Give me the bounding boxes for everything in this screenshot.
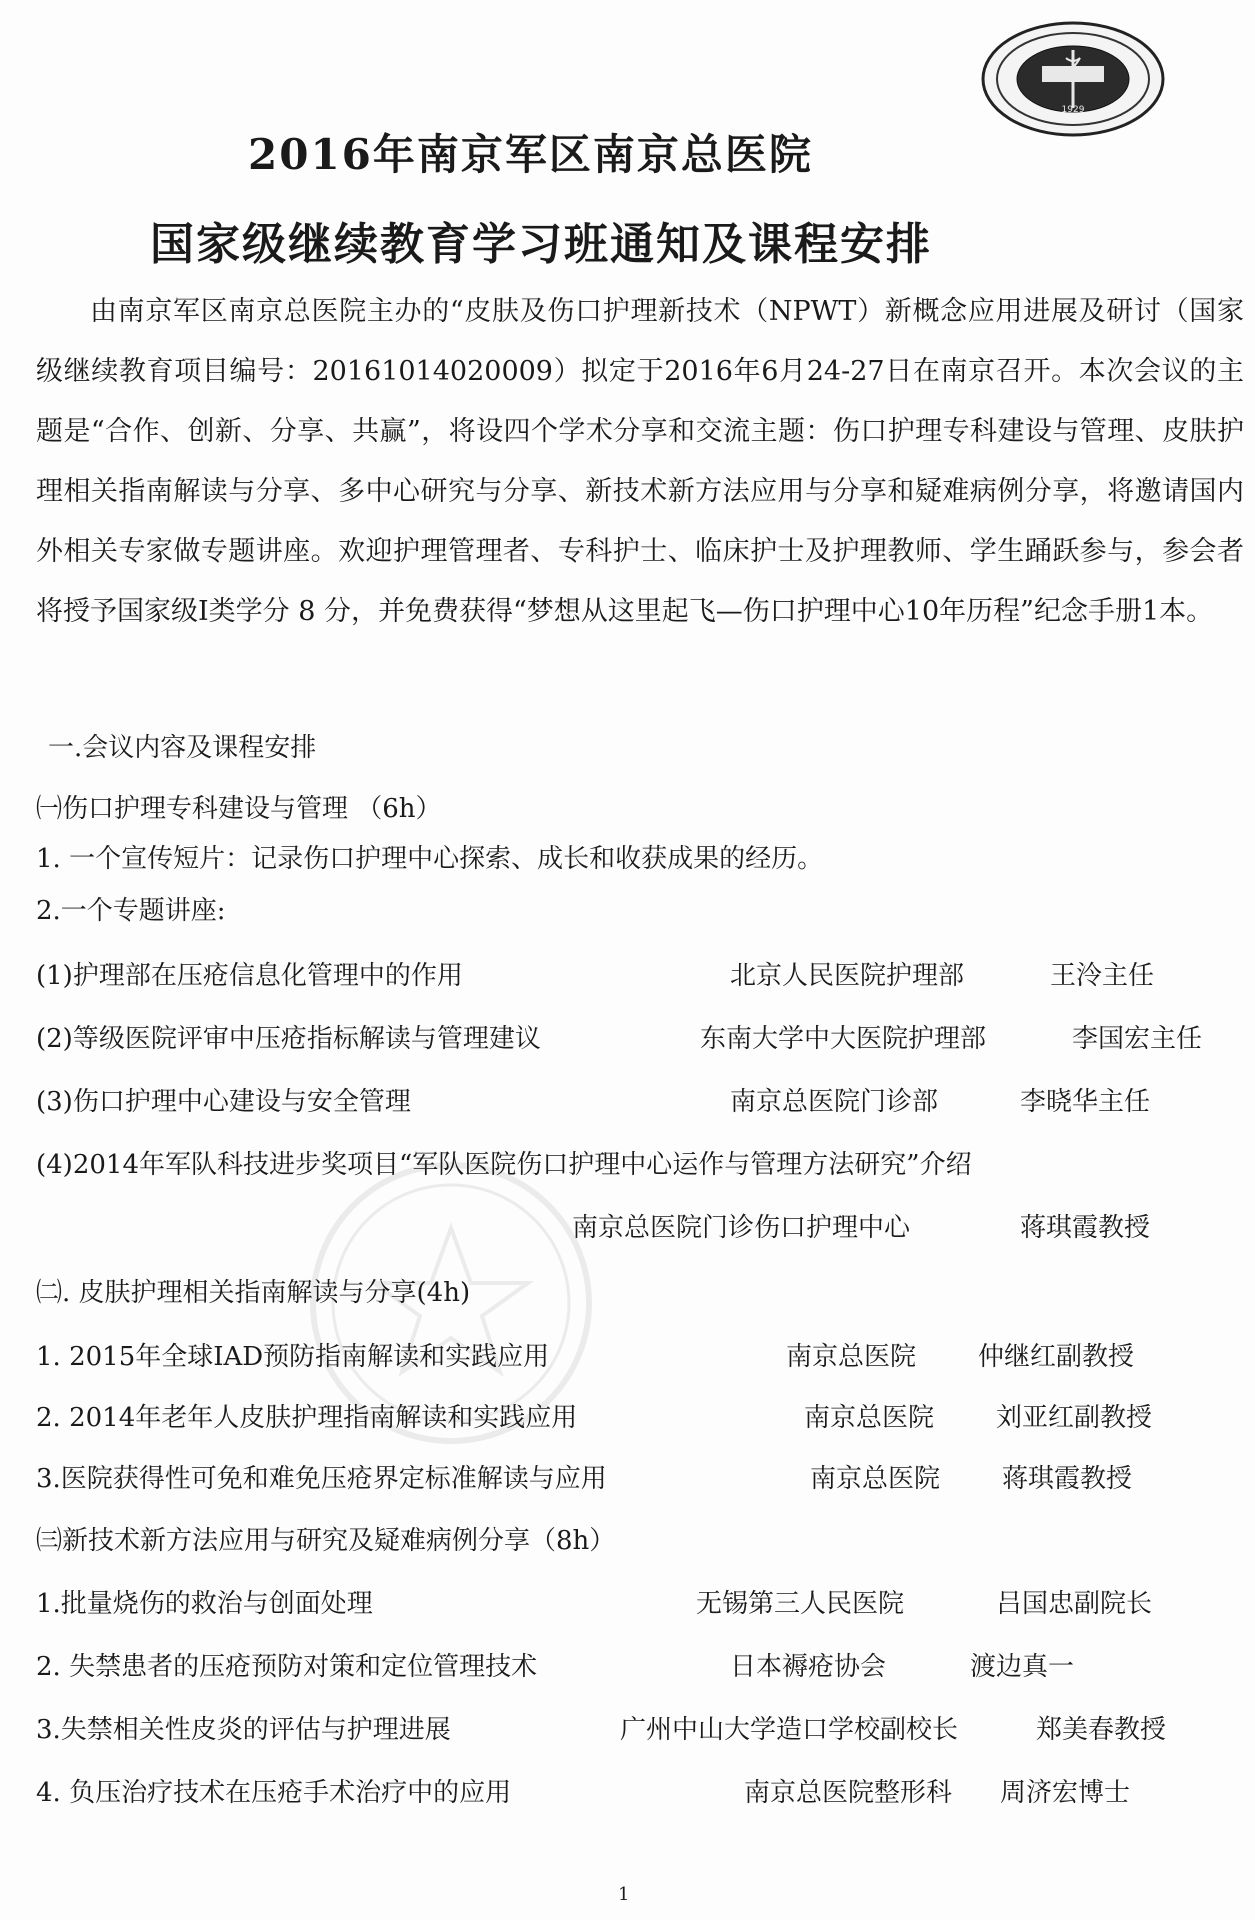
talk-speaker: 渡边真一 [970, 1652, 1075, 1682]
page-title-line2: 国家级继续教育学习班通知及课程安排 [150, 219, 932, 270]
talk-speaker: 周济宏博士 [1000, 1778, 1131, 1808]
talk-org: 无锡第三人民医院 [696, 1589, 905, 1619]
talk-speaker: 蒋琪霞教授 [1002, 1464, 1133, 1494]
talk-speaker: 蒋琪霞教授 [1020, 1213, 1151, 1243]
intro-paragraph-block [36, 282, 1244, 642]
talk-speaker: 李国宏主任 [1072, 1024, 1203, 1054]
talk-speaker: 李晓华主任 [1020, 1087, 1151, 1117]
talk-org: 广州中山大学造口学校副校长 [620, 1715, 959, 1745]
talk-speaker: 王泠主任 [1050, 961, 1155, 991]
talk-title: (4)2014年军队科技进步奖项目“军队医院伤口护理中心运作与管理方法研究”介绍 [36, 1150, 972, 1180]
page-title-line1: 2016年南京军区南京总医院 [248, 130, 813, 179]
page-number: 1 [618, 1884, 630, 1905]
hospital-seal-logo [980, 20, 1166, 138]
talk-org: 南京总医院整形科 [744, 1778, 953, 1808]
talk-title: (3)伤口护理中心建设与安全管理 [36, 1087, 411, 1117]
section2-heading: ㈡. 皮肤护理相关指南解读与分享(4h) [36, 1278, 471, 1308]
talk-speaker: 郑美春教授 [1036, 1715, 1167, 1745]
talk-org: 北京人民医院护理部 [730, 961, 965, 991]
talk-title: 2. 2014年老年人皮肤护理指南解读和实践应用 [36, 1403, 578, 1433]
talk-title: 3.医院获得性可免和难免压疮界定标准解读与应用 [36, 1464, 607, 1494]
talk-org: 东南大学中大医院护理部 [700, 1024, 987, 1054]
section3-heading: ㈢新技术新方法应用与研究及疑难病例分享（8h） [36, 1526, 616, 1556]
talk-title: 1.批量烧伤的救治与创面处理 [36, 1589, 373, 1619]
section1-item1: 1. 一个宣传短片：记录伤口护理中心探索、成长和收获成果的经历。 [36, 844, 824, 874]
section1-heading: ㈠伤口护理专科建设与管理 （6h） [36, 794, 442, 824]
main-section-heading: 一.会议内容及课程安排 [48, 733, 317, 763]
talk-org: 南京总医院门诊伤口护理中心 [572, 1213, 911, 1243]
talk-title: 3.失禁相关性皮炎的评估与护理进展 [36, 1715, 451, 1745]
talk-title: 1. 2015年全球IAD预防指南解读和实践应用 [36, 1342, 550, 1372]
svg-text:1929: 1929 [1061, 105, 1085, 115]
talk-speaker: 刘亚红副教授 [996, 1403, 1153, 1433]
talk-title: (1)护理部在压疮信息化管理中的作用 [36, 961, 463, 991]
talk-speaker: 吕国忠副院长 [996, 1589, 1153, 1619]
talk-title: 4. 负压治疗技术在压疮手术治疗中的应用 [36, 1778, 512, 1808]
talk-org: 南京总医院 [810, 1464, 941, 1494]
talk-speaker: 仲继红副教授 [978, 1342, 1135, 1372]
talk-org: 南京总医院 [804, 1403, 935, 1433]
talk-org: 日本褥疮协会 [730, 1652, 887, 1682]
talk-title: (2)等级医院评审中压疮指标解读与管理建议 [36, 1024, 541, 1054]
talk-title: 2. 失禁患者的压疮预防对策和定位管理技术 [36, 1652, 538, 1682]
intro-paragraph: 由南京军区南京总医院主办的“皮肤及伤口护理新技术（NPWT）新概念应用进展及研讨（国家级继续教育项目编号：20161014020009）拟定于2016年6月24-27日在南京召开。本次会议的主题是“合作、创新、分享、共赢”，将设四个学术分享和交流主题：伤口护理专科建设与管理、皮肤护理相关指南解读与分享、多中心研究与分享、新技术新方法应用与分享和疑难病例分享，将邀请国内外相关专家做专题讲座。欢迎护理管理者、专科护士、临床护士及护理教师、学生踊跃参与，参会者将授予国家级Ⅰ类学分 8 分，并免费获得“梦想从这里起飞—伤口护理中心10年历程”纪念手册1本。 [36, 296, 1244, 627]
section1-item2: 2.一个专题讲座: [36, 896, 226, 926]
talk-org: 南京总医院门诊部 [730, 1087, 939, 1117]
talk-org: 南京总医院 [786, 1342, 917, 1372]
